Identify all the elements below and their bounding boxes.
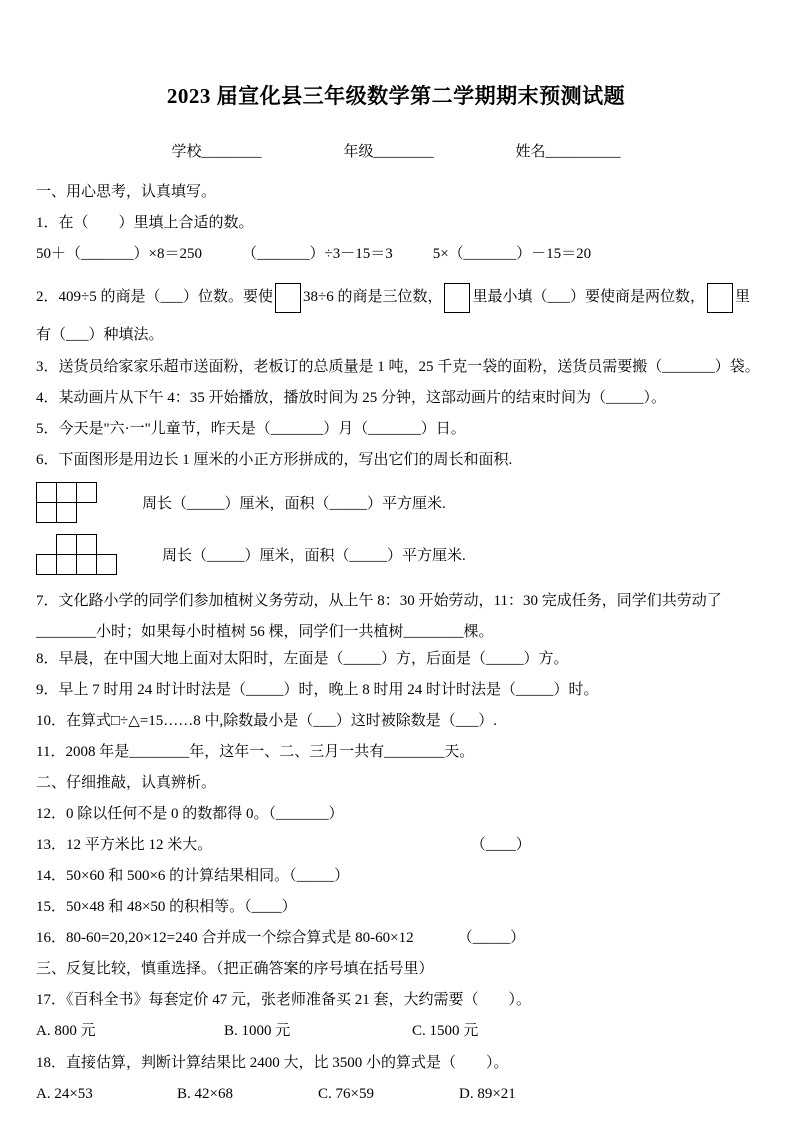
unit-square-cell [56, 534, 77, 555]
question-16-text: 16．80-60=20,20×12=240 合并成一个综合算式是 80-60×12 [36, 930, 414, 946]
question-1: 1．在（ ）里填上合适的数。 [36, 215, 254, 231]
question-2-segment: 里有（___）种填法。 [36, 289, 750, 343]
empty-cell [36, 534, 57, 555]
question-15: 15．50×48 和 48×50 的积相等。（____） [36, 899, 297, 915]
option-c: C. 76×59 [318, 1086, 374, 1102]
question-2 [36, 278, 756, 354]
question-8: 8．早晨，在中国大地上面对太阳时，左面是（_____）方，后面是（_____）方。 [36, 651, 569, 667]
option-a: A. 800 元 [36, 1023, 96, 1039]
question-2-segment: 里最小填（___）要使商是两位数， [472, 289, 705, 305]
question-13 [36, 836, 756, 855]
unit-square-cell [56, 502, 77, 523]
question-9: 9．早上 7 时用 24 时计时法是（_____）时，晚上 8 时用 24 时计时法是（_____）时。 [36, 682, 599, 698]
name-field: 姓名__________ [515, 144, 621, 160]
question-2-segment: 38÷6 的商是三位数， [302, 289, 443, 305]
unit-square-cell [36, 554, 57, 575]
question-17-options [36, 1022, 756, 1041]
unit-square-figure-1 [36, 482, 96, 522]
option-d: D. 89×21 [459, 1086, 516, 1102]
question-4: 4．某动画片从下午 4：35 开始播放，播放时间为 25 分钟，这部动画片的结束时间为（_____）。 [36, 390, 667, 406]
unit-square-cell [56, 482, 77, 503]
school-field: 学校________ [171, 144, 262, 160]
question-18: 18．直接估算，判断计算结果比 2400 大，比 3500 小的算式是（ ）。 [36, 1055, 509, 1071]
unit-square-cell [76, 482, 97, 503]
page-title: 2023 届宣化县三年级数学第二学期期末预测试题 [166, 84, 626, 108]
question-17: 17．《百科全书》每套定价 47 元，张老师准备买 21 套，大约需要（ ）。 [36, 992, 532, 1008]
question-5: 5．今天是"六·一"儿童节，昨天是（_______）月（_______）日。 [36, 421, 466, 437]
option-c: C. 1500 元 [412, 1023, 479, 1039]
question-13-answer-bracket: （____） [478, 837, 531, 853]
grade-field: 年级________ [343, 144, 434, 160]
question-2-segment: 2．409÷5 的商是（___）位数。要使 [36, 289, 273, 305]
empty-cell [96, 534, 117, 555]
empty-cell [76, 502, 97, 523]
equation-3: 5×（_______）－15＝20 [432, 246, 592, 262]
section1-heading: 一、用心思考，认真填写。 [36, 184, 217, 200]
section2-heading: 二、仔细推敲，认真辨析。 [36, 775, 217, 791]
question-6: 6．下面图形是用边长 1 厘米的小正方形拼成的，写出它们的周长和面积. [36, 452, 513, 468]
equation-1: 50＋（_______）×8＝250 [36, 246, 202, 262]
figure-2-caption: 周长（_____）厘米，面积（_____）平方厘米. [162, 547, 466, 564]
unit-square-cell [76, 534, 97, 555]
unit-square-cell [96, 554, 117, 575]
figure-2-row [36, 534, 756, 574]
figure-1-row [36, 482, 756, 522]
option-a: A. 24×53 [36, 1086, 93, 1102]
question-12: 12．0 除以任何不是 0 的数都得 0。（_______） [36, 806, 344, 822]
unit-square-cell [76, 554, 97, 575]
question-18-options [36, 1085, 756, 1104]
equation-2: （_______）÷3－15＝3 [241, 246, 393, 262]
option-b: B. 42×68 [177, 1086, 233, 1102]
blank-box [707, 283, 733, 313]
figure-1-caption: 周长（_____）厘米，面积（_____）平方厘米. [142, 495, 446, 512]
question-13-text: 13．12 平方米比 12 米大。 [36, 837, 213, 853]
student-info-row [36, 140, 756, 161]
section3-heading: 三、反复比较，慎重选择。（把正确答案的序号填在括号里） [36, 961, 434, 977]
question-1-equations [36, 245, 756, 264]
blank-box [275, 283, 301, 313]
unit-square-cell [36, 482, 57, 503]
question-14: 14．50×60 和 500×6 的计算结果相同。（_____） [36, 868, 350, 884]
question-16 [36, 929, 756, 948]
unit-square-figure-2 [36, 534, 116, 574]
question-16-answer-bracket: （_____） [457, 930, 526, 946]
question-7: 7．文化路小学的同学们参加植树义务劳动，从上午 8：30 开始劳动，11：30 完成任务，同学们共劳动了________小时；如果每小时植树 56 棵，同学们一共植树________棵。 [36, 593, 722, 640]
unit-square-cell [36, 502, 57, 523]
question-10: 10．在算式□÷△=15……8 中,除数最小是（___）这时被除数是（___）. [36, 713, 498, 729]
question-11: 11．2008 年是________年，这年一、二、三月一共有________天。 [36, 744, 475, 760]
question-3: 3．送货员给家家乐超市送面粉，老板订的总质量是 1 吨，25 千克一袋的面粉，送货员需要搬（_______）袋。 [36, 359, 760, 375]
option-b: B. 1000 元 [224, 1023, 291, 1039]
unit-square-cell [56, 554, 77, 575]
blank-box [444, 283, 470, 313]
